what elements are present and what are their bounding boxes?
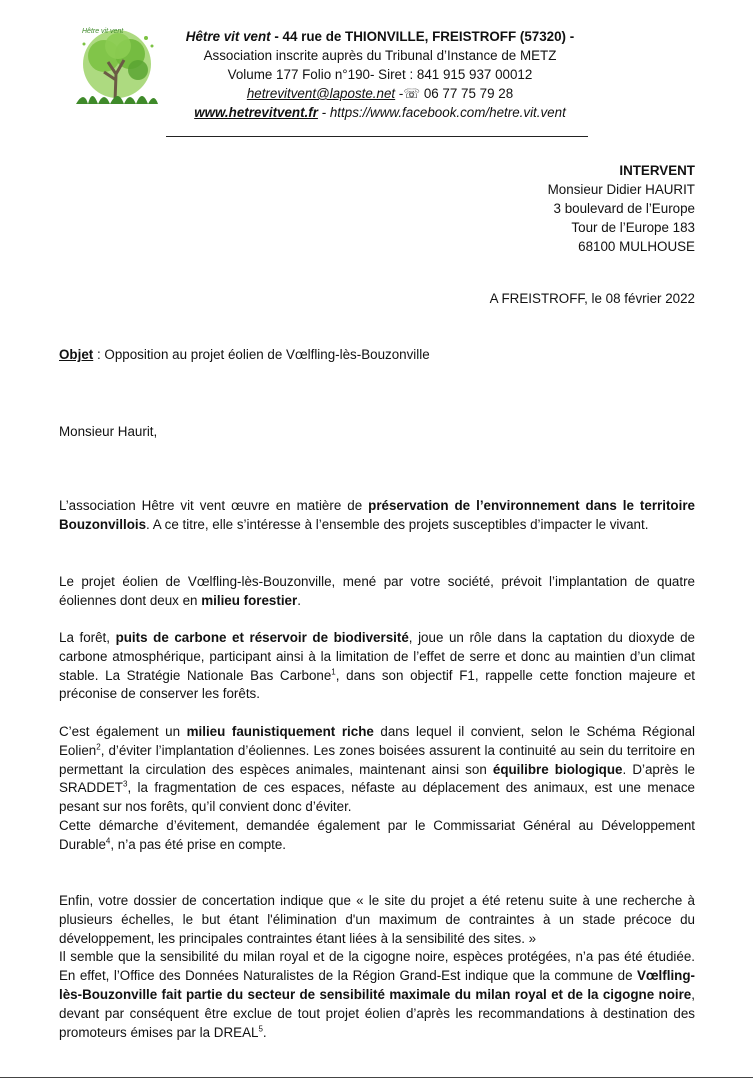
phone-separator: - xyxy=(395,86,404,101)
recipient-block xyxy=(548,161,695,256)
p1-text-c: . A ce titre, elle s’intéresse à l’ensemble des projets susceptibles d’impacter le vivant. xyxy=(146,516,649,532)
p2-bold: milieu forestier xyxy=(201,592,298,608)
p2-text-c: . xyxy=(297,592,301,608)
paragraph-forest xyxy=(59,629,695,704)
recipient-street: 3 boulevard de l’Europe xyxy=(553,201,695,216)
subject-separator: : xyxy=(93,347,105,362)
p5-text-b: Il semble que la sensibilité du milan royal et de la cigogne noire, espèces protégées, n’a pas été étudiée. En effet, l’Office des Données Naturalistes de la Région Grand-Est indique que la commune de xyxy=(59,949,695,984)
salutation: Monsieur Haurit, xyxy=(59,424,158,439)
footnote-ref-3: 3 xyxy=(123,779,128,789)
p4-text-c: dans lequel il convient, selon le Schéma Régional Eolien xyxy=(59,724,695,758)
p4-text-h: Cette démarche d’évitement, demandée également par le Commissariat Général au Développement Durable xyxy=(59,817,695,852)
phone-number: 06 77 75 79 28 xyxy=(420,86,514,101)
web-line xyxy=(160,103,600,122)
p4-bold-2: équilibre biologique xyxy=(492,761,623,777)
p2-text-a: Le projet éolien de Vœlfling-lès-Bouzonville, mené par votre société, prévoit l’implantation de quatre éoliennes dont deux en xyxy=(59,574,695,608)
contact-line xyxy=(160,84,600,103)
p4-text-d: , d’éviter l’implantation d’éoliennes. Les zones boisées assurent la continuité au sein du territoire en permettant la circulation des espèces animales, maintenant ainsi son xyxy=(59,742,695,777)
p1-bold: préservation de l’environnement dans le territoire Bouzonvillois xyxy=(59,498,695,532)
p3-bold: puits de carbone et réservoir de biodiversité xyxy=(115,630,409,645)
footnote-ref-2: 2 xyxy=(96,742,101,752)
p4-text-f: . D’après le SRADDET xyxy=(59,761,695,796)
recipient-city: 68100 MULHOUSE xyxy=(578,239,695,254)
page-bottom-edge xyxy=(0,1077,753,1078)
website-link[interactable]: www.hetrevitvent.fr xyxy=(194,105,318,120)
logo-text: Hêtre vit vent xyxy=(82,28,124,35)
paragraph-project xyxy=(59,573,695,611)
p3-text-d: , dans son objectif F1, rappelle cette fonction majeure et préconise de conserver les forêts. xyxy=(59,667,695,702)
web-separator: - xyxy=(317,105,330,120)
volume-line: Volume 177 Folio n°190- Siret : 841 915 937 00012 xyxy=(227,67,533,82)
subject-text: Opposition au projet éolien de Vœlfling-lès-Bouzonville xyxy=(104,347,430,362)
letterhead-line-1 xyxy=(160,27,600,46)
recipient-building: Tour de l’Europe 183 xyxy=(571,220,695,235)
facebook-link[interactable]: https://www.facebook.com/hetre.vit.vent xyxy=(329,105,566,120)
footnote-ref-4: 4 xyxy=(105,836,111,846)
footnote-ref-5: 5 xyxy=(258,1024,263,1034)
association-logo xyxy=(74,24,160,108)
registration-line: Association inscrite auprès du Tribunal d’Instance de METZ xyxy=(203,48,557,63)
p5-text-e: . xyxy=(262,1024,267,1040)
p3-text-a: La forêt, xyxy=(59,630,116,645)
org-name: Hêtre vit vent xyxy=(185,29,271,44)
recipient-name: Monsieur Didier HAURIT xyxy=(547,182,695,197)
paragraph-intro xyxy=(59,497,695,535)
p5-text-a: Enfin, votre dossier de concertation indique que « le site du projet a été retenu suite à une recherche à plusieurs échelles, le but étant l'élimination d'un maximum de contraintes à un stade précoce du développement, les principales contraintes étant liées à la sensibilité des sites. » xyxy=(59,893,695,946)
p3-text-c: , joue un rôle dans la captation du dioxyde de carbone atmosphérique, participant ainsi à la limitation de l’effet de serre et donc au maintien d’un climat stable. La Stratégie Nationale Bas Carbone xyxy=(59,630,696,683)
p4-bold-1: milieu faunistiquement riche xyxy=(186,724,374,739)
paragraph-fauna xyxy=(59,723,695,855)
p4-text-g: , la fragmentation de ces espaces, néfaste au déplacement des animaux, est une menace pesant sur nos forêts, qu’il convient donc d’éviter. xyxy=(59,780,695,815)
subject-label: Objet xyxy=(59,347,94,362)
phone-icon: ☏ xyxy=(403,86,421,101)
subject-line xyxy=(59,347,430,362)
letterhead-divider xyxy=(166,136,588,137)
org-address: - 44 rue de THIONVILLE, FREISTROFF (57320) - xyxy=(270,29,575,44)
recipient-company: INTERVENT xyxy=(619,163,695,178)
p4-text-a: C’est également un xyxy=(59,724,187,739)
email-link[interactable]: hetrevitvent@laposte.net xyxy=(246,86,396,101)
tree-logo-icon xyxy=(74,24,160,108)
p4-text-i: , n’a pas été prise en compte. xyxy=(110,836,287,852)
p1-text-a: L’association Hêtre vit vent œuvre en matière de xyxy=(59,498,369,513)
letterhead xyxy=(160,27,600,122)
p5-bold: Vœlfling-lès-Bouzonville fait partie du secteur de sensibilité maximale du milan royal et de la cigogne noire xyxy=(59,968,695,1002)
letter-date: A FREISTROFF, le 08 février 2022 xyxy=(489,291,695,306)
footnote-ref-1: 1 xyxy=(331,667,336,677)
p5-text-d: , devant par conséquent être exclue de tout projet éolien d’après les recommandations à destination des promoteurs émises par la DREAL xyxy=(59,986,695,1040)
paragraph-birds xyxy=(59,892,695,1042)
